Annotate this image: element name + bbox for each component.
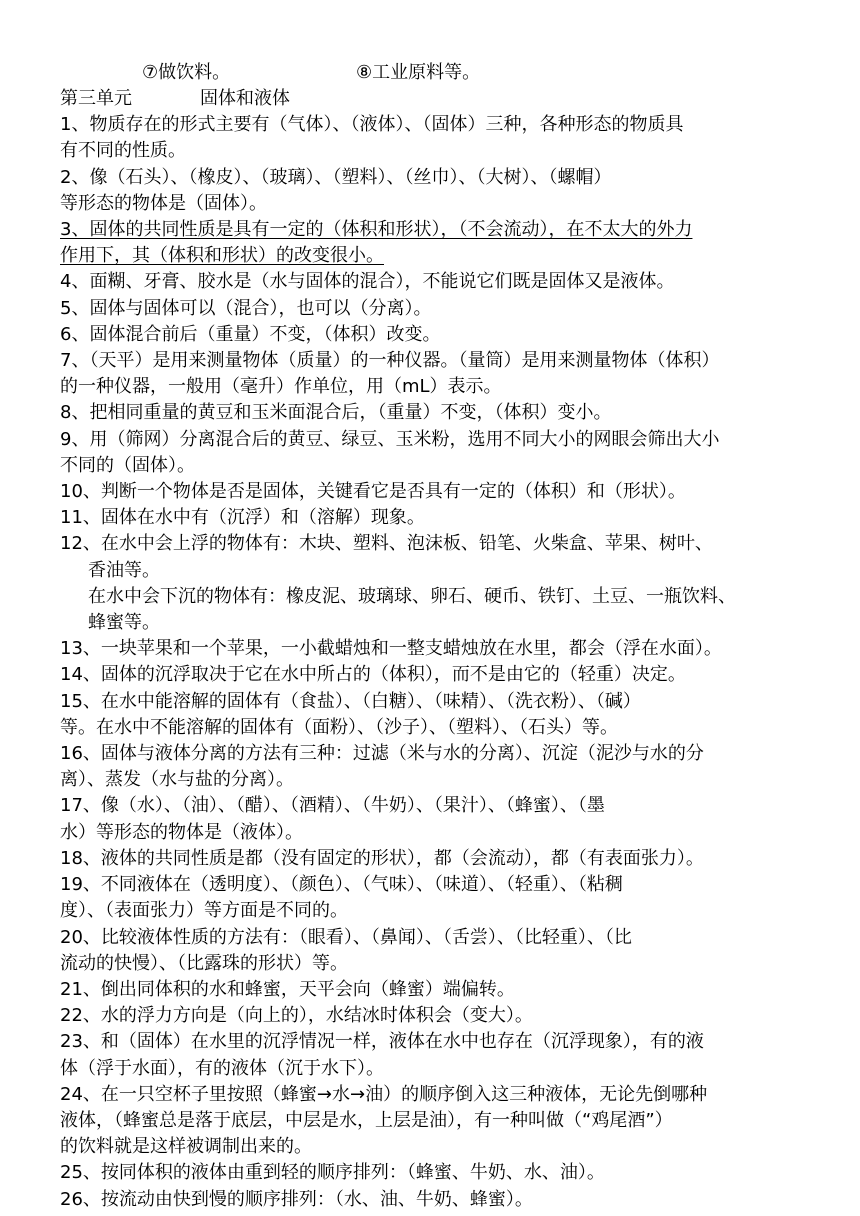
text-line: 的一种仪器，一般用（毫升）作单位，用（mL）表示。 [60, 376, 502, 398]
text-line: 26、按流动由快到慢的顺序排列：（水、油、牛奶、蜂蜜）。 [60, 1188, 533, 1210]
text-line: 9、用（筛网）分离混合后的黄豆、绿豆、玉米粉，选用不同大小的网眼会筛出大小 [60, 428, 720, 450]
text-line-indented: 在水中会下沉的物体有：橡皮泥、玻璃球、卵石、硬币、铁钉、土豆、一瓶饮料、 [88, 585, 736, 607]
text-line: 4、面糊、牙膏、胶水是（水与固体的混合），不能说它们既是固体又是液体。 [60, 271, 675, 293]
text-line: 7、（天平）是用来测量物体（质量）的一种仪器。（量筒）是用来测量物体（体积） [60, 350, 720, 372]
top-item-left: ⑦做饮料。 [142, 62, 231, 83]
text-line: 流动的快慢）、（比露珠的形状）等。 [60, 952, 348, 974]
text-line-underlined: 作用下，其（体积和形状）的改变很小。 [60, 245, 384, 267]
top-item-right: ⑧工业原料等。 [356, 62, 481, 83]
unit-heading [60, 86, 800, 112]
top-line [60, 60, 800, 86]
text-line-indented: 蜂蜜等。 [88, 612, 160, 634]
text-line: 的饮料就是这样被调制出来的。 [60, 1136, 312, 1158]
text-line: 2、像（石头）、（橡皮）、（玻璃）、（塑料）、（丝巾）、（大树）、（螺帽） [60, 166, 612, 188]
text-line: 13、一块苹果和一个苹果，一小截蜡烛和一整支蜡烛放在水里，都会（浮在水面）。 [60, 638, 722, 660]
text-line: 水）等形态的物体是（液体）。 [60, 821, 303, 843]
text-line: 12、在水中会上浮的物体有：木块、塑料、泡沫板、铅笔、火柴盒、苹果、树叶、 [60, 533, 713, 555]
text-line: 17、像（水）、（油）、（醋）、（酒精）、（牛奶）、（果汁）、（蜂蜜）、（墨 [60, 795, 605, 817]
text-line: 不同的（固体）。 [60, 454, 195, 476]
text-line: 19、不同液体在（透明度）、（颜色）、（气味）、（味道）、（轻重）、（粘稠 [60, 874, 623, 896]
text-line-underlined: 3、固体的共同性质是具有一定的（体积和形状），（不会流动），在不太大的外力 [60, 219, 693, 241]
text-line: 25、按同体积的液体由重到轻的顺序排列：（蜂蜜、牛奶、水、油）。 [60, 1162, 605, 1184]
text-line: 8、把相同重量的黄豆和玉米面混合后，（重量）不变，（体积）变小。 [60, 402, 612, 424]
text-line: 20、比较液体性质的方法有：（眼看）、（鼻闻）、（舌尝）、（比轻重）、（比 [60, 926, 632, 948]
text-line: 1、物质存在的形式主要有（气体）、（液体）、（固体）三种，各种形态的物质具 [60, 114, 684, 136]
text-line: 16、固体与液体分离的方法有三种：过滤（米与水的分离）、沉淀（泥沙与水的分 [60, 743, 704, 765]
text-line: 23、和（固体）在水里的沉浮情况一样，液体在水中也存在（沉浮现象），有的液 [60, 1031, 704, 1053]
text-line: 5、固体与固体可以（混合），也可以（分离）。 [60, 297, 432, 319]
text-line: 24、在一只空杯子里按照（蜂蜜→水→油）的顺序倒入这三种液体，无论先倒哪种 [60, 1083, 708, 1105]
text-line: 15、在水中能溶解的固体有（食盐）、（白糖）、（味精）、（洗衣粉）、（碱） [60, 690, 641, 712]
text-line: 度）、（表面张力）等方面是不同的。 [60, 900, 348, 922]
document-page [60, 60, 800, 1213]
unit-title: 固体和液体 [200, 88, 290, 109]
text-line: 6、固体混合前后（重量）不变，（体积）改变。 [60, 323, 441, 345]
unit-number: 第三单元 [60, 88, 132, 109]
text-line: 18、液体的共同性质是都（没有固定的形状），都（会流动），都（有表面张力）。 [60, 847, 704, 869]
text-line: 10、判断一个物体是否是固体，关键看它是否具有一定的（体积）和（形状）。 [60, 481, 686, 503]
text-line-indented: 香油等。 [88, 559, 160, 581]
text-line: 等形态的物体是（固体）。 [60, 192, 267, 214]
text-line: 21、倒出同体积的水和蜂蜜，天平会向（蜂蜜）端偏转。 [60, 978, 515, 1000]
text-line: 液体，（蜂蜜总是落于底层，中层是水，上层是油），有一种叫做（“鸡尾酒”） [60, 1109, 673, 1131]
text-line: 体（浮于水面），有的液体（沉于水下）。 [60, 1057, 384, 1079]
text-line: 离）、蒸发（水与盐的分离）。 [60, 769, 294, 791]
text-line: 有不同的性质。 [60, 140, 186, 162]
text-line: 22、水的浮力方向是（向上的），水结冰时体积会（变大）。 [60, 1005, 533, 1027]
text-line: 14、固体的沉浮取决于它在水中所占的（体积），而不是由它的（轻重）决定。 [60, 664, 686, 686]
text-line: 等。在水中不能溶解的固体有（面粉）、（沙子）、（塑料）、（石头）等。 [60, 716, 618, 738]
text-line: 11、固体在水中有（沉浮）和（溶解）现象。 [60, 507, 425, 529]
